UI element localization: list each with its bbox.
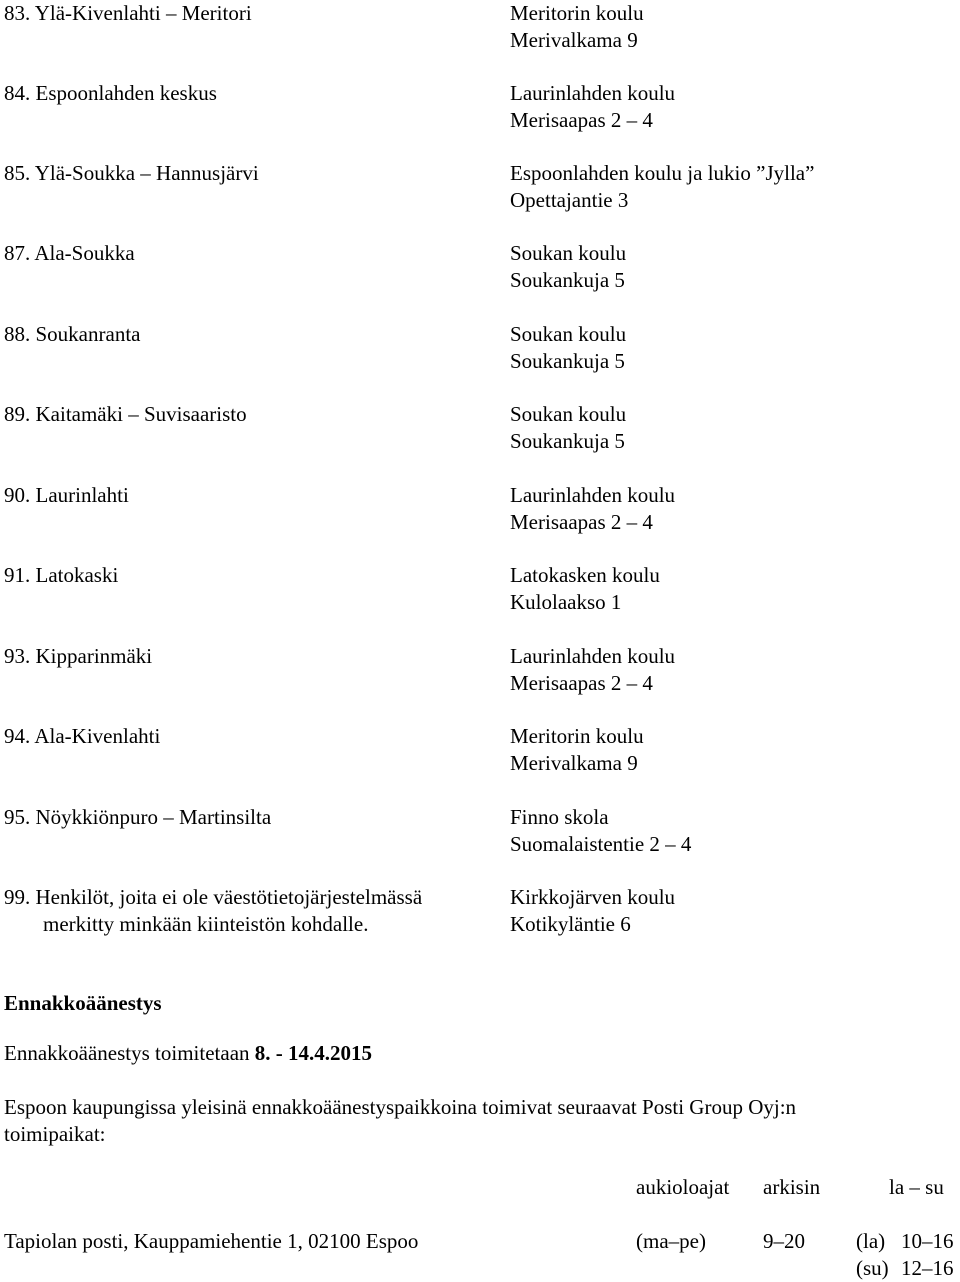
- polling-location-cell: [510, 80, 950, 134]
- district-name-cell: [4, 884, 504, 938]
- district-entry: [4, 401, 954, 457]
- district-number: 89.: [4, 402, 31, 426]
- school-name: Soukan koulu: [510, 322, 627, 346]
- district-name-line: [4, 401, 504, 428]
- district-name-line: [4, 240, 504, 267]
- polling-location-cell: [510, 240, 950, 294]
- polling-location-cell: [510, 723, 950, 777]
- school-address: Kulolaakso 1: [510, 590, 622, 614]
- school-name: Latokasken koulu: [510, 563, 660, 587]
- district-number: 88.: [4, 322, 31, 346]
- district-name: Laurinlahti: [35, 483, 129, 507]
- school-name: Laurinlahden koulu: [510, 483, 676, 507]
- district-name-continued: merkitty minkään kiinteistön kohdalle.: [43, 912, 369, 936]
- district-number: 85.: [4, 161, 31, 185]
- district-entry: [4, 884, 954, 940]
- district-entry: [4, 562, 954, 618]
- school-name: Finno skola: [510, 805, 609, 829]
- district-name: Henkilöt, joita ei ole väestötietojärjestelmässä: [35, 885, 423, 909]
- polling-location-cell: [510, 401, 950, 455]
- district-name-line: [4, 321, 504, 348]
- polling-location-cell: [510, 0, 950, 54]
- district-number: 99.: [4, 885, 31, 909]
- district-name-cell: [4, 80, 504, 107]
- district-name-cell: [4, 643, 504, 670]
- district-entry: [4, 240, 954, 296]
- district-name-cell: [4, 804, 504, 831]
- district-name-cell: [4, 160, 504, 187]
- school-name: Soukan koulu: [510, 402, 627, 426]
- district-name-line: [4, 562, 504, 589]
- district-name: Espoonlahden keskus: [35, 81, 217, 105]
- intro-line-1: Espoon kaupungissa yleisinä ennakkoäänestyspaikkoina toimivat seuraavat Posti Group Oyj:n: [4, 1095, 797, 1119]
- district-name: Ylä-Soukka – Hannusjärvi: [34, 161, 259, 185]
- district-name-cell: [4, 482, 504, 509]
- school-name: Laurinlahden koulu: [510, 81, 676, 105]
- district-name-line: [4, 804, 504, 831]
- polling-location-cell: [510, 482, 950, 536]
- district-entry: [4, 321, 954, 377]
- district-number: 91.: [4, 563, 31, 587]
- advance-voting-period: [4, 1040, 372, 1067]
- polling-location-cell: [510, 562, 950, 616]
- district-name: Nöykkiönpuro – Martinsilta: [35, 805, 272, 829]
- district-entry: [4, 723, 954, 779]
- district-name: Soukanranta: [35, 322, 141, 346]
- intro-line-2: toimipaikat:: [4, 1122, 106, 1146]
- district-entry: [4, 804, 954, 860]
- district-number: 93.: [4, 644, 31, 668]
- header-weekdays: arkisin: [763, 1175, 821, 1199]
- school-address: Soukankuja 5: [510, 349, 625, 373]
- polling-location-cell: [510, 804, 950, 858]
- district-name-line: [4, 482, 504, 509]
- district-name: Ala-Soukka: [34, 241, 135, 265]
- district-name-line: [4, 80, 504, 107]
- district-name-cell: [4, 240, 504, 267]
- school-address: Merisaapas 2 – 4: [510, 108, 653, 132]
- school-name: Espoonlahden koulu ja lukio ”Jylla”: [510, 161, 815, 185]
- district-name-line: [4, 160, 504, 187]
- school-address: Soukankuja 5: [510, 429, 625, 453]
- district-name-cell: [4, 723, 504, 750]
- polling-location-cell: [510, 643, 950, 697]
- district-number: 94.: [4, 724, 31, 748]
- weekday-hours: 9–20: [763, 1229, 805, 1253]
- header-opening-hours: aukioloajat: [636, 1175, 730, 1199]
- district-entry: [4, 643, 954, 699]
- school-name: Meritorin koulu: [510, 1, 644, 25]
- school-address: Merisaapas 2 – 4: [510, 671, 653, 695]
- district-entry: [4, 482, 954, 538]
- district-name: Ala-Kivenlahti: [34, 724, 161, 748]
- advance-voting-heading: Ennakkoäänestys: [4, 991, 162, 1015]
- district-name-cell: [4, 401, 504, 428]
- district-name: Ylä-Kivenlahti – Meritori: [34, 1, 252, 25]
- district-name-line: [4, 723, 504, 750]
- school-address: Merivalkama 9: [510, 28, 638, 52]
- saturday-label: (la): [856, 1229, 886, 1253]
- polling-place-address: Tapiolan posti, Kauppamiehentie 1, 02100 Espoo: [4, 1229, 419, 1253]
- district-number: 83.: [4, 1, 31, 25]
- school-address: Merisaapas 2 – 4: [510, 510, 653, 534]
- polling-location-cell: [510, 884, 950, 938]
- school-address: Soukankuja 5: [510, 268, 625, 292]
- school-name: Kirkkojärven koulu: [510, 885, 676, 909]
- period-prefix: Ennakkoäänestys toimitetaan: [4, 1041, 255, 1065]
- school-name: Soukan koulu: [510, 241, 627, 265]
- period-dates: 8. - 14.4.2015: [254, 1041, 373, 1065]
- district-name: Kaitamäki – Suvisaaristo: [35, 402, 247, 426]
- district-name-line: [4, 643, 504, 670]
- district-name: Kipparinmäki: [35, 644, 153, 668]
- sunday-hours: 12–16: [901, 1256, 954, 1280]
- district-name-line: [4, 0, 504, 27]
- district-entry: [4, 80, 954, 136]
- polling-location-cell: [510, 321, 950, 375]
- school-address: Suomalaistentie 2 – 4: [510, 832, 692, 856]
- header-weekend: la – su: [889, 1175, 944, 1199]
- saturday-hours: 10–16: [901, 1229, 954, 1253]
- district-number: 87.: [4, 241, 31, 265]
- polling-location-cell: [510, 160, 950, 214]
- district-name: Latokaski: [35, 563, 119, 587]
- district-name-cell: [4, 321, 504, 348]
- district-number: 84.: [4, 81, 31, 105]
- school-address: Merivalkama 9: [510, 751, 638, 775]
- district-entry: [4, 160, 954, 216]
- district-name-cell: [4, 0, 504, 27]
- district-number: 90.: [4, 483, 31, 507]
- school-address: Kotikyläntie 6: [510, 912, 631, 936]
- sunday-label: (su): [856, 1256, 889, 1280]
- school-name: Meritorin koulu: [510, 724, 644, 748]
- district-entry: [4, 0, 954, 56]
- school-address: Opettajantie 3: [510, 188, 629, 212]
- school-name: Laurinlahden koulu: [510, 644, 676, 668]
- district-name-cell: [4, 562, 504, 589]
- district-name-line: [4, 884, 504, 911]
- district-number: 95.: [4, 805, 31, 829]
- weekday-range: (ma–pe): [636, 1229, 706, 1253]
